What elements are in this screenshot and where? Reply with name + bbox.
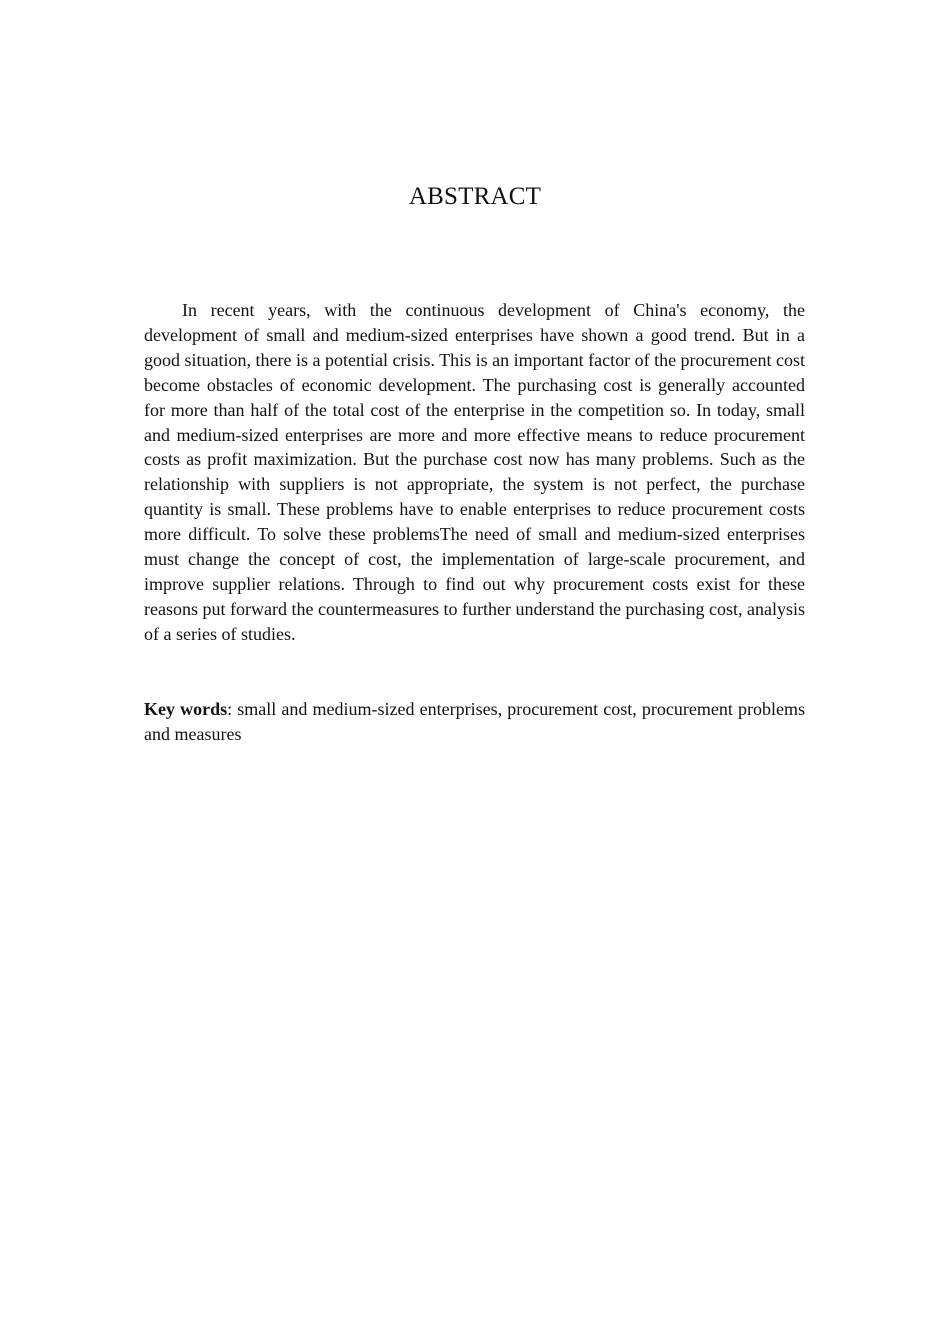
keywords-value: small and medium-sized enterprises, procurement cost, procurement problems and measures	[144, 699, 805, 744]
abstract-body-text: In recent years, with the continuous development of China's economy, the development of small and medium-sized enterprises have shown a good trend. But in a good situation, there is a potential crisis. This is an important factor of the procurement cost become obstacles of economic development. The purchasing cost is generally accounted for more than half of the total cost of the enterprise in the competition so. In today, small and medium-sized enterprises are more and more effective means to reduce procurement costs as profit maximization. But the purchase cost now has many problems. Such as the relationship with suppliers is not appropriate, the system is not perfect, the purchase quantity is small. These problems have to enable enterprises to reduce procurement costs more difficult. To solve these problemsThe need of small and medium-sized enterprises must change the concept of cost, the implementation of large-scale procurement, and improve supplier relations. Through to find out why procurement costs exist for these reasons put forward the countermeasures to further understand the purchasing cost, analysis of a series of studies.	[144, 300, 806, 644]
keywords-separator: :	[227, 699, 238, 719]
abstract-title: ABSTRACT	[408, 183, 542, 210]
keywords-label: Key words	[144, 699, 228, 719]
keywords-paragraph	[144, 697, 805, 747]
